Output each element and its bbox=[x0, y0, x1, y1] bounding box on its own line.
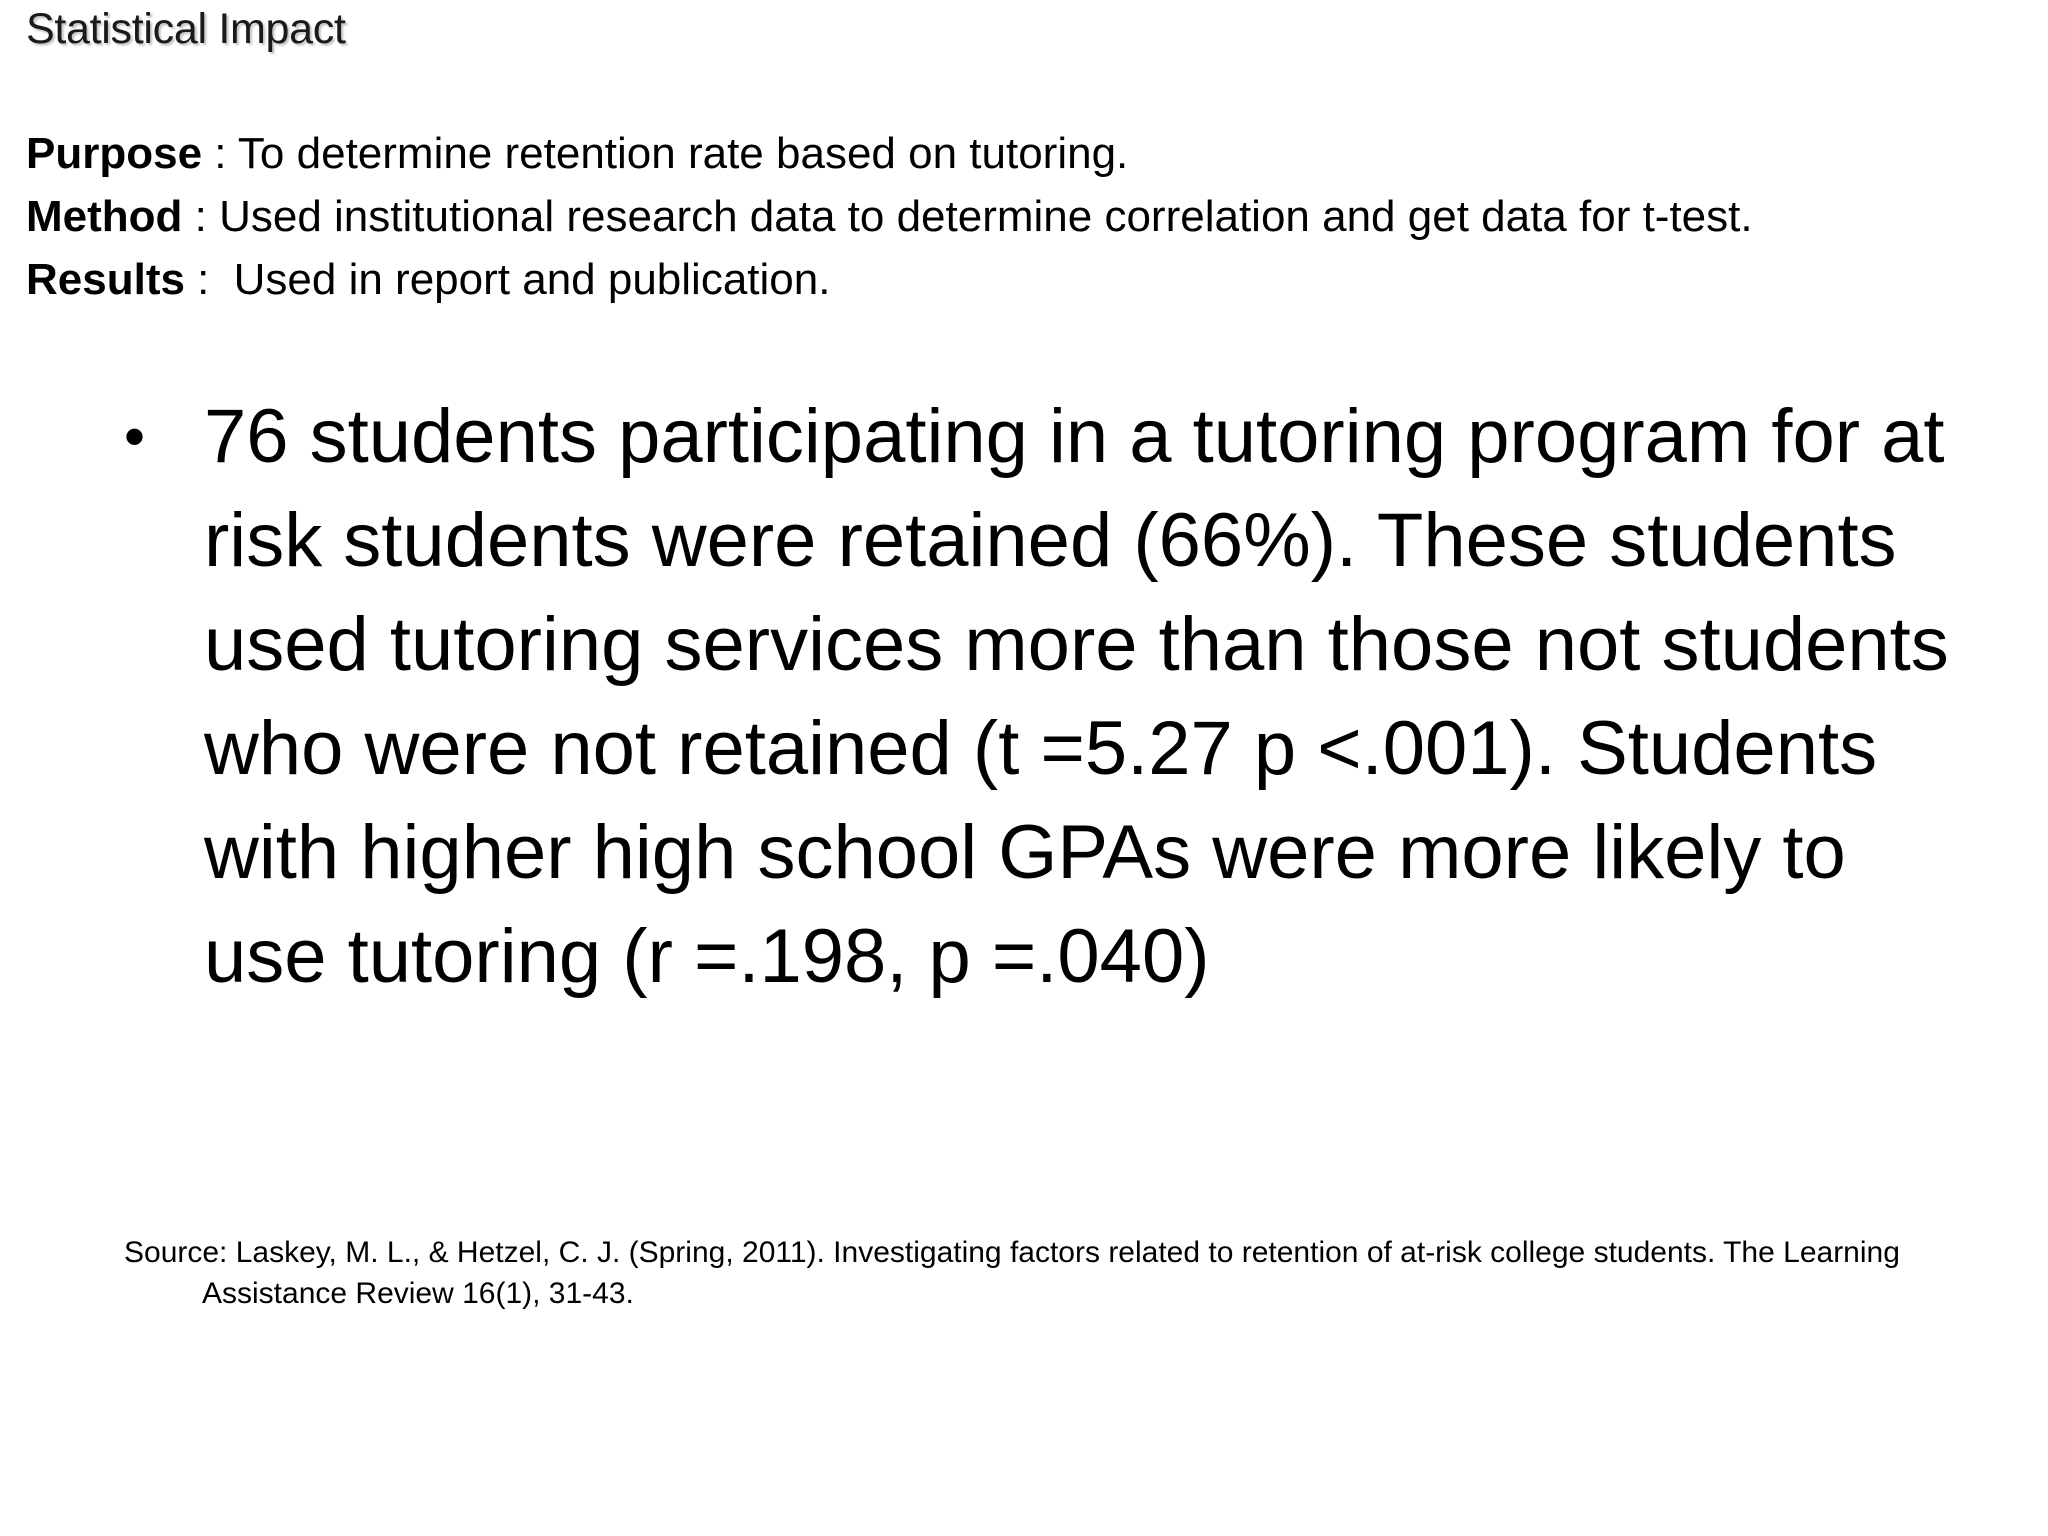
source-citation: Source: Laskey, M. L., & Hetzel, C. J. (Spring, 2011). Investigating factors related to retention of at-risk college students. The Learning Assistance Review 16(1), 31-43. bbox=[124, 1236, 1900, 1310]
summary-block bbox=[26, 122, 1753, 311]
purpose-label: Purpose bbox=[26, 129, 203, 178]
method-row bbox=[26, 185, 1753, 248]
results-separator: : bbox=[184, 255, 222, 304]
bullet-text: 76 students participating in a tutoring program for at risk students were retained (66%). These students used tutoring services more than those not students who were not retained (t =5.27 p <.001). Students with higher high school GPAs were more likely to use tutoring (r =.198, p =.040) bbox=[204, 394, 1949, 999]
purpose-text: : To determine retention rate based on tutoring. bbox=[202, 129, 1129, 178]
bullet-marker: • bbox=[124, 403, 146, 470]
results-row bbox=[26, 248, 1753, 311]
bullet-item bbox=[124, 385, 1984, 1009]
method-text: : Used institutional research data to determine correlation and get data for t-test. bbox=[182, 192, 1753, 241]
slide-title: Statistical Impact bbox=[26, 5, 346, 53]
purpose-row bbox=[26, 122, 1753, 185]
method-label: Method bbox=[26, 192, 183, 241]
results-text: Used in report and publication. bbox=[233, 255, 831, 304]
results-label: Results bbox=[26, 255, 185, 304]
